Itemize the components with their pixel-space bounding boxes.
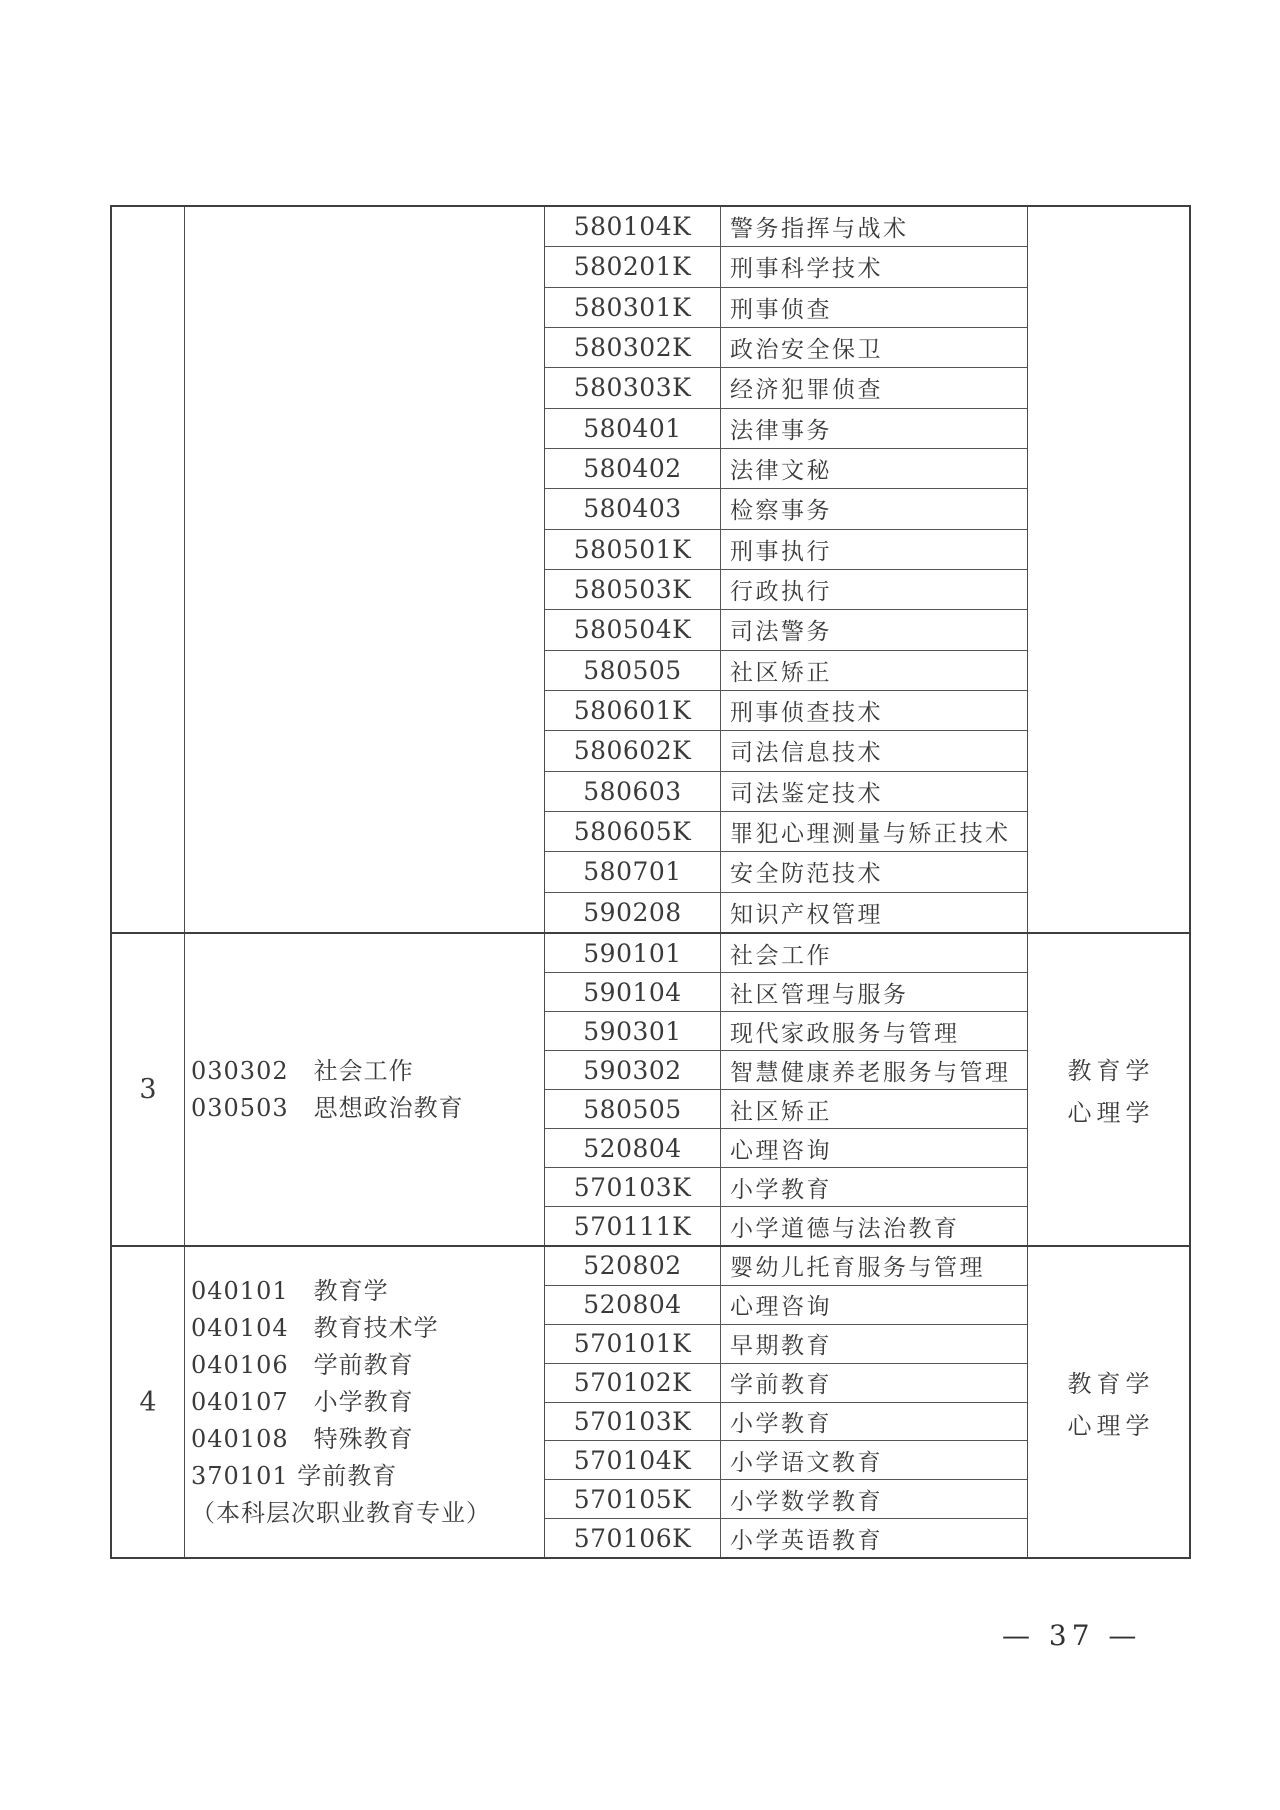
major-code: 590101: [583, 938, 682, 968]
major-code: 580201K: [573, 252, 692, 282]
major-code: 590104: [583, 977, 682, 1007]
majors-table: [110, 205, 1191, 1559]
table-row: [545, 1286, 1027, 1325]
table-section: [112, 1245, 1189, 1557]
table-row: [545, 772, 1027, 812]
table-row: [545, 1168, 1027, 1207]
table-row: [545, 610, 1027, 650]
major-name: 小学教育: [720, 1168, 1027, 1206]
table-row: [545, 288, 1027, 328]
undergraduate-majors-cell: [185, 1247, 545, 1557]
serial-number-cell: [112, 207, 185, 932]
major-name: 罪犯心理测量与矫正技术: [720, 812, 1027, 851]
major-code: 520804: [583, 1133, 682, 1163]
table-row: [545, 812, 1027, 852]
major-name: 检察事务: [720, 489, 1027, 528]
exam-category-cell: [1028, 1247, 1189, 1557]
major-name: 司法鉴定技术: [720, 772, 1027, 811]
serial-number: 3: [139, 1074, 157, 1105]
exam-category-line: 心理学: [1067, 1411, 1155, 1440]
undergraduate-major-line: 040104 教育技术学: [191, 1313, 439, 1342]
major-code: 580503K: [573, 575, 692, 605]
major-name: 社区矫正: [720, 1090, 1027, 1128]
major-name: 现代家政服务与管理: [720, 1012, 1027, 1050]
major-code: 580401: [583, 413, 682, 443]
major-name: 小学数学教育: [720, 1480, 1027, 1518]
major-code: 520804: [583, 1290, 682, 1320]
table-row: [545, 893, 1027, 932]
table-row: [545, 368, 1027, 408]
major-name: 小学教育: [720, 1403, 1027, 1441]
vocational-majors-list: [545, 207, 1028, 932]
major-code: 580302K: [573, 333, 692, 363]
table-row: [545, 1129, 1027, 1168]
major-name: 小学道德与法治教育: [720, 1207, 1027, 1245]
table-row: [545, 1441, 1027, 1480]
table-row: [545, 934, 1027, 973]
table-row: [545, 1403, 1027, 1442]
major-code: 580504K: [573, 615, 692, 645]
major-name: 警务指挥与战术: [720, 207, 1027, 246]
major-name: 社会工作: [720, 934, 1027, 972]
major-code: 570103K: [573, 1406, 692, 1436]
major-code: 580403: [583, 494, 682, 524]
major-name: 司法警务: [720, 610, 1027, 649]
serial-number-cell: [112, 1247, 185, 1557]
table-row: [545, 691, 1027, 731]
major-name: 政治安全保卫: [720, 328, 1027, 367]
major-code: 570106K: [573, 1523, 692, 1553]
undergraduate-major-line: 030503 思想政治教育: [191, 1093, 464, 1122]
undergraduate-major-line: 040107 小学教育: [191, 1387, 414, 1416]
major-code: 580402: [583, 454, 682, 484]
table-row: [545, 409, 1027, 449]
table-row: [545, 530, 1027, 570]
major-name: 心理咨询: [720, 1129, 1027, 1167]
undergraduate-majors-cell: [185, 207, 545, 932]
undergraduate-major-line: 040108 特殊教育: [191, 1424, 414, 1453]
undergraduate-majors-cell: [185, 934, 545, 1245]
major-name: 安全防范技术: [720, 852, 1027, 891]
table-row: [545, 1247, 1027, 1286]
major-code: 580301K: [573, 292, 692, 322]
table-row: [545, 852, 1027, 892]
major-code: 580701: [583, 857, 682, 887]
table-row: [545, 731, 1027, 771]
major-name: 刑事科学技术: [720, 247, 1027, 286]
table-row: [545, 1480, 1027, 1519]
major-code: 570103K: [573, 1172, 692, 1202]
major-code: 580501K: [573, 534, 692, 564]
vocational-majors-list: [545, 934, 1028, 1245]
major-code: 580505: [583, 1094, 682, 1124]
major-name: 早期教育: [720, 1325, 1027, 1363]
serial-number-cell: [112, 934, 185, 1245]
exam-category-line: 教育学: [1067, 1369, 1155, 1398]
major-name: 刑事侦查: [720, 288, 1027, 327]
major-code: 570105K: [573, 1484, 692, 1514]
serial-number: 4: [139, 1386, 157, 1418]
major-name: 小学语文教育: [720, 1441, 1027, 1479]
major-name: 刑事侦查技术: [720, 691, 1027, 730]
major-name: 智慧健康养老服务与管理: [720, 1051, 1027, 1089]
page-number: — 37 —: [1002, 1619, 1142, 1652]
undergraduate-major-line: 030302 社会工作: [191, 1056, 414, 1085]
table-row: [545, 328, 1027, 368]
major-code: 570111K: [573, 1211, 692, 1241]
major-name: 小学英语教育: [720, 1519, 1027, 1557]
exam-category-line: 教育学: [1067, 1057, 1155, 1085]
major-code: 570101K: [573, 1329, 692, 1359]
major-code: 520802: [583, 1251, 682, 1281]
table-row: [545, 449, 1027, 489]
major-code: 580603: [583, 776, 682, 806]
major-name: 婴幼儿托育服务与管理: [720, 1247, 1027, 1285]
undergraduate-major-line: （本科层次职业教育专业）: [191, 1498, 491, 1527]
major-name: 经济犯罪侦查: [720, 368, 1027, 407]
table-row: [545, 207, 1027, 247]
table-row: [545, 1207, 1027, 1245]
major-code: 580605K: [573, 817, 692, 847]
table-row: [545, 1012, 1027, 1051]
major-name: 行政执行: [720, 570, 1027, 609]
exam-category-cell: [1028, 207, 1189, 932]
major-code: 590301: [583, 1016, 682, 1046]
major-code: 590208: [583, 897, 682, 927]
vocational-majors-list: [545, 1247, 1028, 1557]
exam-category-cell: [1028, 934, 1189, 1245]
table-row: [545, 1090, 1027, 1129]
table-row: [545, 1519, 1027, 1557]
table-section: [112, 207, 1189, 932]
major-code: 580601K: [573, 696, 692, 726]
major-name: 司法信息技术: [720, 731, 1027, 770]
major-code: 580602K: [573, 736, 692, 766]
major-name: 刑事执行: [720, 530, 1027, 569]
undergraduate-major-line: 040106 学前教育: [191, 1350, 414, 1379]
table-row: [545, 973, 1027, 1012]
major-name: 学前教育: [720, 1364, 1027, 1402]
table-row: [545, 1051, 1027, 1090]
table-row: [545, 247, 1027, 287]
undergraduate-major-line: 370101 学前教育: [191, 1461, 398, 1490]
table-row: [545, 1364, 1027, 1403]
major-code: 580505: [583, 655, 682, 685]
table-section: [112, 932, 1189, 1245]
table-row: [545, 1325, 1027, 1364]
table-row: [545, 489, 1027, 529]
major-code: 580104K: [573, 212, 692, 242]
major-code: 590302: [583, 1055, 682, 1085]
major-name: 心理咨询: [720, 1286, 1027, 1324]
major-code: 580303K: [573, 373, 692, 403]
major-name: 法律事务: [720, 409, 1027, 448]
major-code: 570102K: [573, 1368, 692, 1398]
undergraduate-major-line: 040101 教育学: [191, 1276, 389, 1305]
table-row: [545, 651, 1027, 691]
major-name: 社区矫正: [720, 651, 1027, 690]
exam-category-line: 心理学: [1067, 1099, 1155, 1127]
major-name: 法律文秘: [720, 449, 1027, 488]
major-name: 知识产权管理: [720, 893, 1027, 932]
major-code: 570104K: [573, 1445, 692, 1475]
table-row: [545, 570, 1027, 610]
major-name: 社区管理与服务: [720, 973, 1027, 1011]
